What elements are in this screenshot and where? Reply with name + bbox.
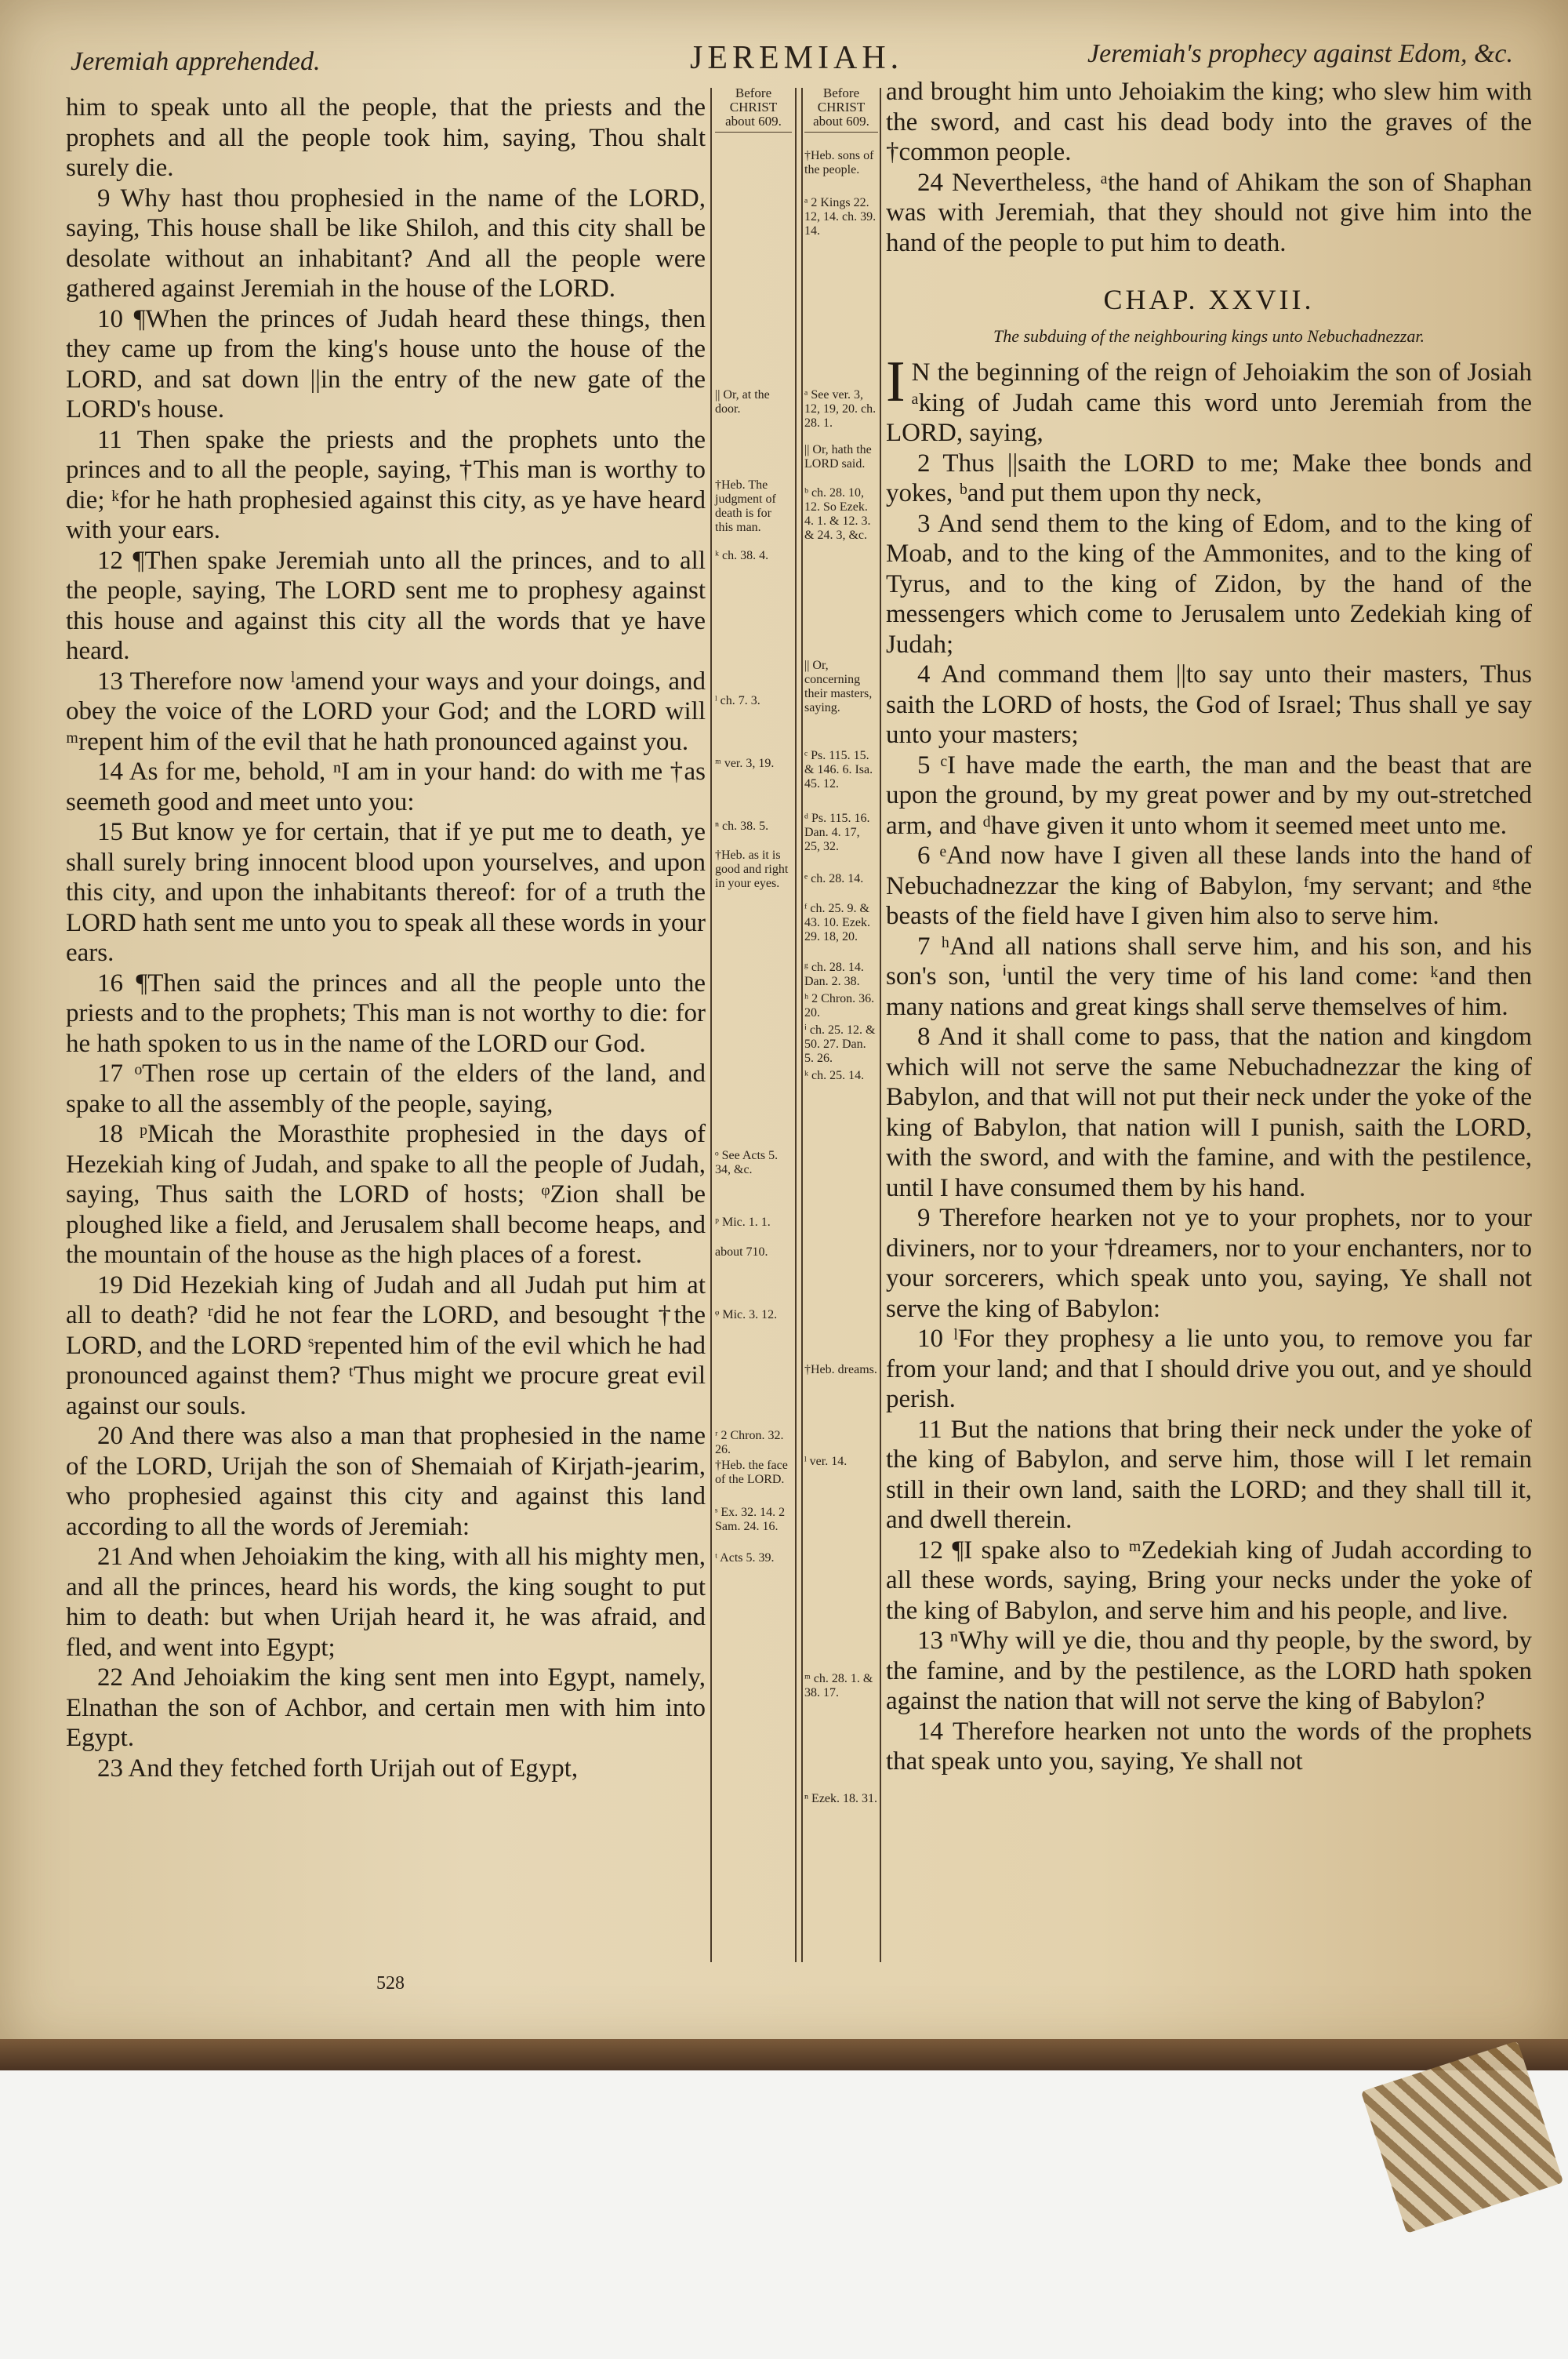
verse-paragraph: 8 And it shall come to pass, that the nation and kingdom which will not serve the same Nebuchadnezzar the king of Babylon, and that will not put their neck under the yoke of the king of Babylon, that nation will I punish, saith the LORD, with the sword, and with the famine, and with the pestilence, until I have consumed them by his hand. <box>886 1023 1532 1202</box>
margin-note: ᵗ Acts 5. 39. <box>715 1551 775 1565</box>
verse-paragraph: 24 Nevertheless, ᵃthe hand of Ahikam the son of Shaphan was with Jeremiah, that they should not give him into the hand of the people to put him to death. <box>886 168 1532 257</box>
verse-paragraph: 2 Thus ||saith the LORD to me; Make thee bonds and yokes, ᵇand put them upon thy neck, <box>886 449 1532 507</box>
page-number: 528 <box>376 1973 405 1994</box>
margin-note: ᵃ 2 Kings 22. 12, 14. ch. 39. 14. <box>804 196 877 238</box>
verse-paragraph: 14 Therefore hearken not unto the words of the prophets that speak unto you, saying, Ye shall not <box>886 1717 1532 1776</box>
margin-note: ʰ 2 Chron. 36. 20. <box>804 992 875 1020</box>
verse-paragraph: 4 And command them ||to say unto their masters, Thus saith the LORD of hosts, the God of Israel; Thus shall ye say unto your masters; <box>886 660 1532 749</box>
verse-paragraph: 22 And Jehoiakim the king sent men into Egypt, namely, Elnathan the son of Achbor, and certain men with him into Egypt. <box>66 1663 706 1752</box>
verse-paragraph: 11 But the nations that bring their neck under the yoke of the king of Babylon, and serve him, those will I let remain still in their own land, saith the LORD; and they shall till it, and dwell therein. <box>886 1415 1532 1534</box>
verse-paragraph: 13 ⁿWhy will ye die, thou and thy people, by the sword, by the famine, and by the pestilence, as the LORD hath spoken against the nation that will not serve the king of Babylon? <box>886 1627 1532 1715</box>
margin-note: ⁱ ch. 25. 12. & 50. 27. Dan. 5. 26. <box>804 1023 876 1065</box>
verse-paragraph: 14 As for me, behold, ⁿI am in your hand: do with me †as seemeth good and meet unto you: <box>66 758 706 816</box>
margin-note: ʳ 2 Chron. 32. 26. <box>715 1429 784 1456</box>
margin-note: ᵐ ver. 3, 19. <box>715 757 775 770</box>
verse-paragraph: 17 ᵒThen rose up certain of the elders of the land, and spake to all the assembly of the people, saying, <box>66 1060 706 1118</box>
verse-paragraph: 12 ¶I spake also to ᵐZedekiah king of Judah according to all these words, saying, Bring your necks under the yoke of the king of Babylon, and serve him and his people, and live. <box>886 1536 1532 1625</box>
margin-note: || Or, hath the LORD said. <box>804 443 872 471</box>
chapter-summary: The subduing of the neighbouring kings unto Nebuchadnezzar. <box>993 325 1425 346</box>
right-text-column <box>886 77 1532 1777</box>
margin-note: || Or, at the door. <box>715 388 770 416</box>
margin-header: Before CHRIST about 609. <box>715 86 792 133</box>
margin-note: ᵍ ch. 28. 14. Dan. 2. 38. <box>804 961 864 988</box>
column-rule <box>795 88 797 1962</box>
verse-paragraph: 19 Did Hezekiah king of Judah and all Judah put him at all to death? ʳdid he not fear the LORD, and besought †the LORD, and the LORD ˢrepented him of the evil which he had pronounced against them? ᵗThus might we procure great evil against our souls. <box>66 1270 706 1420</box>
running-head-right: Jeremiah's prophecy against Edom, &c. <box>1087 39 1513 68</box>
chapter-heading: CHAP. XXVII. <box>1103 284 1315 315</box>
margin-note: ᵠ Mic. 3. 12. <box>715 1308 778 1321</box>
verse-paragraph: IN the beginning of the reign of Jehoiakim the son of Josiah ᵃking of Judah came this word unto Jeremiah from the LORD, saying, <box>886 350 1532 447</box>
right-margin-notes <box>804 86 878 1953</box>
verse-paragraph: 10 ˡFor they prophesy a lie unto you, to remove you far from your land; and that I should drive you out, and ye should perish. <box>886 1325 1532 1413</box>
margin-note: ᵖ Mic. 1. 1. <box>715 1216 771 1229</box>
verse-paragraph: 15 But know ye for certain, that if ye put me to death, ye shall surely bring innocent blood upon yourselves, and upon this city, and upon the inhabitants thereof: for of a truth the LORD hath sent me unto you to speak all these words in your ears. <box>66 818 706 967</box>
margin-note: ˢ Ex. 32. 14. 2 Sam. 24. 16. <box>715 1506 786 1533</box>
margin-note: ᵐ ch. 28. 1. & 38. 17. <box>804 1672 873 1699</box>
margin-note: †Heb. dreams. <box>804 1363 877 1376</box>
left-margin-notes <box>715 86 792 1953</box>
verse-paragraph: 6 ᵉAnd now have I given all these lands into the hand of Nebuchadnezzar the king of Babylon, ᶠmy servant; and ᵍthe beasts of the field have I given him also to serve him. <box>886 841 1532 930</box>
margin-note: ˡ ver. 14. <box>804 1455 848 1468</box>
margin-note: ⁿ ch. 38. 5. <box>715 820 769 833</box>
left-text-column <box>66 93 706 1783</box>
column-rule <box>880 88 881 1962</box>
margin-note: ᶜ Ps. 115. 15. & 146. 6. Isa. 45. 12. <box>804 749 873 791</box>
verse-paragraph: and brought him unto Jehoiakim the king; who slew him with the sword, and cast his dead body into the graves of the †common people. <box>886 78 1532 166</box>
verse-paragraph: 7 ʰAnd all nations shall serve him, and his son, and his son's son, ⁱuntil the very time of his land come: ᵏand then many nations and great kings shall serve themselves of him. <box>886 932 1532 1021</box>
verse-paragraph: 21 And when Jehoiakim the king, with all his mighty men, and all the princes, heard his words, the king sought to put him to death: but when Urijah heard it, he was afraid, and fled, and went into Egypt; <box>66 1543 706 1662</box>
column-rule <box>710 88 712 1962</box>
margin-note: ᵉ ch. 28. 14. <box>804 872 864 885</box>
margin-note: †Heb. the face of the LORD. <box>715 1459 788 1486</box>
margin-note: ᵇ ch. 28. 10, 12. So Ezek. 4. 1. & 12. 3. & 24. 3, &c. <box>804 486 871 542</box>
verse-paragraph: 10 ¶When the princes of Judah heard these things, then they came up from the king's house unto the house of the LORD, and sat down ||in the entry of the new gate of the LORD's house. <box>66 304 706 423</box>
book-edge <box>0 2039 1568 2070</box>
verse-paragraph: 16 ¶Then said the princes and all the people unto the priests and to the prophets; This man is not worthy to die: for he hath spoken to us in the name of the LORD our God. <box>66 969 706 1058</box>
margin-note: †Heb. The judgment of death is for this man. <box>715 478 776 534</box>
margin-note: ᶠ ch. 25. 9. & 43. 10. Ezek. 29. 18, 20. <box>804 902 870 943</box>
verse-paragraph: 13 Therefore now ˡamend your ways and your doings, and obey the voice of the LORD your God; and the LORD will ᵐrepent him of the evil that he hath pronounced against you. <box>66 667 706 756</box>
verse-paragraph: 9 Therefore hearken not ye to your prophets, nor to your diviners, nor to your †dreamers, nor to your enchanters, nor to your sorcerers, which speak unto you, saying, Ye shall not serve the king of Babylon: <box>886 1204 1532 1323</box>
margin-note: ᵏ ch. 25. 14. <box>804 1069 865 1082</box>
verse-paragraph: him to speak unto all the people, that the priests and the prophets and all the people took him, saying, Thou shalt surely die. <box>66 93 706 182</box>
margin-note: †Heb. as it is good and right in your eyes. <box>715 849 789 890</box>
margin-note: ᵈ Ps. 115. 16. Dan. 4. 17, 25, 32. <box>804 812 870 853</box>
margin-note: || Or, concerning their masters, saying. <box>804 659 873 714</box>
verse-paragraph: 12 ¶Then spake Jeremiah unto all the princes, and to all the people, saying, The LORD sent me to prophesy against this house and against this city all the words that ye have heard. <box>66 546 706 665</box>
column-rule <box>801 88 803 1962</box>
verse-paragraph: 20 And there was also a man that prophesied in the name of the LORD, Urijah the son of Shemaiah of Kirjath-jearim, who prophesied against this city and against this land according to all the words of Jeremiah: <box>66 1422 706 1541</box>
margin-header: Before CHRIST about 609. <box>804 86 878 133</box>
margin-note: ˡ ch. 7. 3. <box>715 694 760 707</box>
verse-paragraph: 3 And send them to the king of Edom, and to the king of Moab, and to the king of the Ammonites, and to the king of Tyrus, and to the king of Zidon, by the hand of the messengers which come to Jerusalem unto Zedekiah king of Judah; <box>886 509 1532 659</box>
margin-note: †Heb. sons of the people. <box>804 149 874 176</box>
verse-paragraph: 18 ᵖMicah the Morasthite prophesied in the days of Hezekiah king of Judah, and spake to all the people of Judah, saying, Thus saith the LORD of hosts; ᵠZion shall be ploughed like a field, and Jerusalem shall become heaps, and the mountain of the house as the high places of a forest. <box>66 1120 706 1269</box>
margin-note: ᵏ ch. 38. 4. <box>715 549 769 562</box>
running-head-center: JEREMIAH. <box>690 40 904 76</box>
margin-note: about 710. <box>715 1245 768 1259</box>
running-head-left: Jeremiah apprehended. <box>71 47 321 76</box>
margin-note: ᵃ See ver. 3, 12, 19, 20. ch. 28. 1. <box>804 388 877 430</box>
verse-paragraph: 9 Why hast thou prophesied in the name of the LORD, saying, This house shall be like Shiloh, and this city shall be desolate without an inhabitant? And all the people were gathered against Jeremiah in the house of the LORD. <box>66 184 706 303</box>
margin-note: ⁿ Ezek. 18. 31. <box>804 1792 878 1805</box>
verse-paragraph: 23 And they fetched forth Urijah out of Egypt, <box>97 1754 579 1783</box>
verse-paragraph: 5 ᶜI have made the earth, the man and the beast that are upon the ground, by my great power and by my out-stretched arm, and ᵈhave given it unto whom it seemed meet unto me. <box>886 751 1532 840</box>
verse-paragraph: 11 Then spake the priests and the prophets unto the princes and to all the people, saying, †This man is worthy to die; ᵏfor he hath prophesied against this city, as ye have heard with your ears. <box>66 425 706 544</box>
margin-note: ᵒ See Acts 5. 34, &c. <box>715 1149 779 1176</box>
